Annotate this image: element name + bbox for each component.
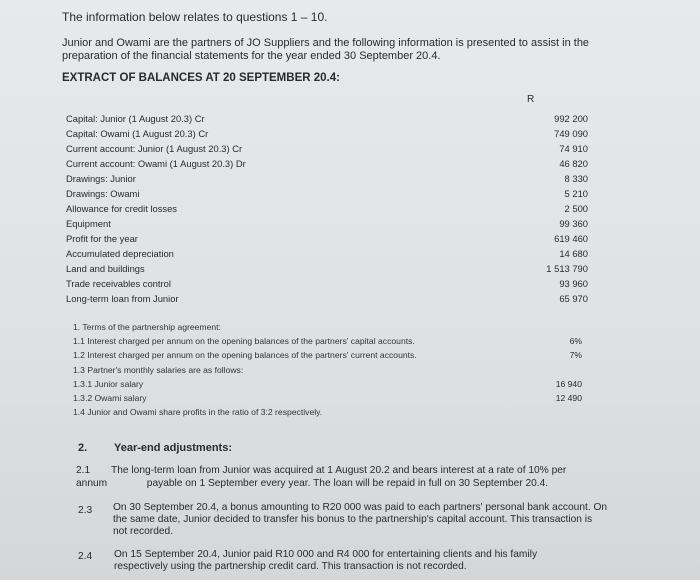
adjustments-title: Year-end adjustments: <box>114 442 232 454</box>
balance-label: Drawings: Junior <box>66 173 136 184</box>
balance-value: 1 513 790 <box>546 263 588 274</box>
balance-label: Land and buildings <box>66 263 145 274</box>
balance-value: 5 210 <box>564 188 588 199</box>
intro-paragraph: Junior and Owami are the partners of JO Suppliers and the following information is presented to assist in the preparation of the financial statements for the year ended 30 September 20.4. <box>62 37 590 62</box>
balance-value: 46 820 <box>559 158 588 169</box>
balance-label: Current account: Junior (1 August 20.3) Cr <box>66 143 243 154</box>
balance-label: Equipment <box>66 218 111 229</box>
term-item: 1.2 Interest charged per annum on the opening balances of the partners' current accounts. <box>73 350 417 360</box>
balance-value: 93 960 <box>559 278 588 289</box>
balance-value: 99 360 <box>559 218 588 229</box>
balance-value: 74 910 <box>559 143 588 154</box>
balance-value: 65 970 <box>559 293 588 304</box>
adjustment-number: 2.3 <box>78 505 93 516</box>
questions-header: The information below relates to questions 1 – 10. <box>62 10 328 24</box>
balance-label: Accumulated depreciation <box>66 248 174 259</box>
currency-header: R <box>527 94 535 105</box>
term-item: 1.4 Junior and Owami share profits in the ratio of 3:2 respectively. <box>73 407 323 417</box>
adjustment-text-continued: annum payable on 1 September every year. The loan will be repaid in full on 30 September 20.4. <box>76 478 549 489</box>
balance-label: Capital: Owami (1 August 20.3) Cr <box>66 128 209 139</box>
balance-value: 619 460 <box>554 233 588 244</box>
term-value: 7% <box>569 350 582 360</box>
terms-title: 1. Terms of the partnership agreement: <box>73 322 221 332</box>
term-item: 1.3.2 Owami salary <box>73 393 147 403</box>
balance-value: 2 500 <box>564 203 588 214</box>
balance-label: Trade receivables control <box>66 278 171 289</box>
balance-label: Drawings: Owami <box>66 188 140 199</box>
balance-label: Profit for the year <box>66 233 138 244</box>
adjustment-number: 2.4 <box>78 551 93 562</box>
balance-label: Allowance for credit losses <box>66 203 177 214</box>
balance-value: 14 680 <box>559 248 588 259</box>
adjustments-number: 2. <box>78 442 88 454</box>
adjustment-number: 2.1 <box>76 465 91 476</box>
balance-value: 749 090 <box>554 128 588 139</box>
balance-label: Capital: Junior (1 August 20.3) Cr <box>66 113 205 124</box>
term-item: 1.1 Interest charged per annum on the opening balances of the partners' capital accounts. <box>73 336 415 346</box>
term-value: 6% <box>569 336 582 346</box>
term-item: 1.3 Partner's monthly salaries are as follows: <box>73 365 244 375</box>
balance-value: 8 330 <box>564 173 588 184</box>
balance-label: Long-term loan from Junior <box>66 293 179 304</box>
adjustment-text: On 30 September 20.4, a bonus amounting to R20 000 was paid to each partners' personal bank account. On the same date, Junior decided to transfer his bonus to the partnership's capital account. This transaction is not recorded. <box>113 502 608 537</box>
balance-label: Current account: Owami (1 August 20.3) Dr <box>66 158 246 169</box>
term-value: 12 490 <box>555 393 582 403</box>
extract-title: EXTRACT OF BALANCES AT 20 SEPTEMBER 20.4: <box>62 72 340 84</box>
balance-value: 992 200 <box>554 113 588 124</box>
term-item: 1.3.1 Junior salary <box>73 379 144 389</box>
term-value: 16 940 <box>555 379 582 389</box>
adjustment-text: The long-term loan from Junior was acquired at 1 August 20.2 and bears interest at a rate of 10% per <box>111 465 567 476</box>
adjustment-text: On 15 September 20.4, Junior paid R10 000 and R4 000 for entertaining clients and his family respectively using the partnership credit card. This transaction is not recorded. <box>114 549 538 572</box>
